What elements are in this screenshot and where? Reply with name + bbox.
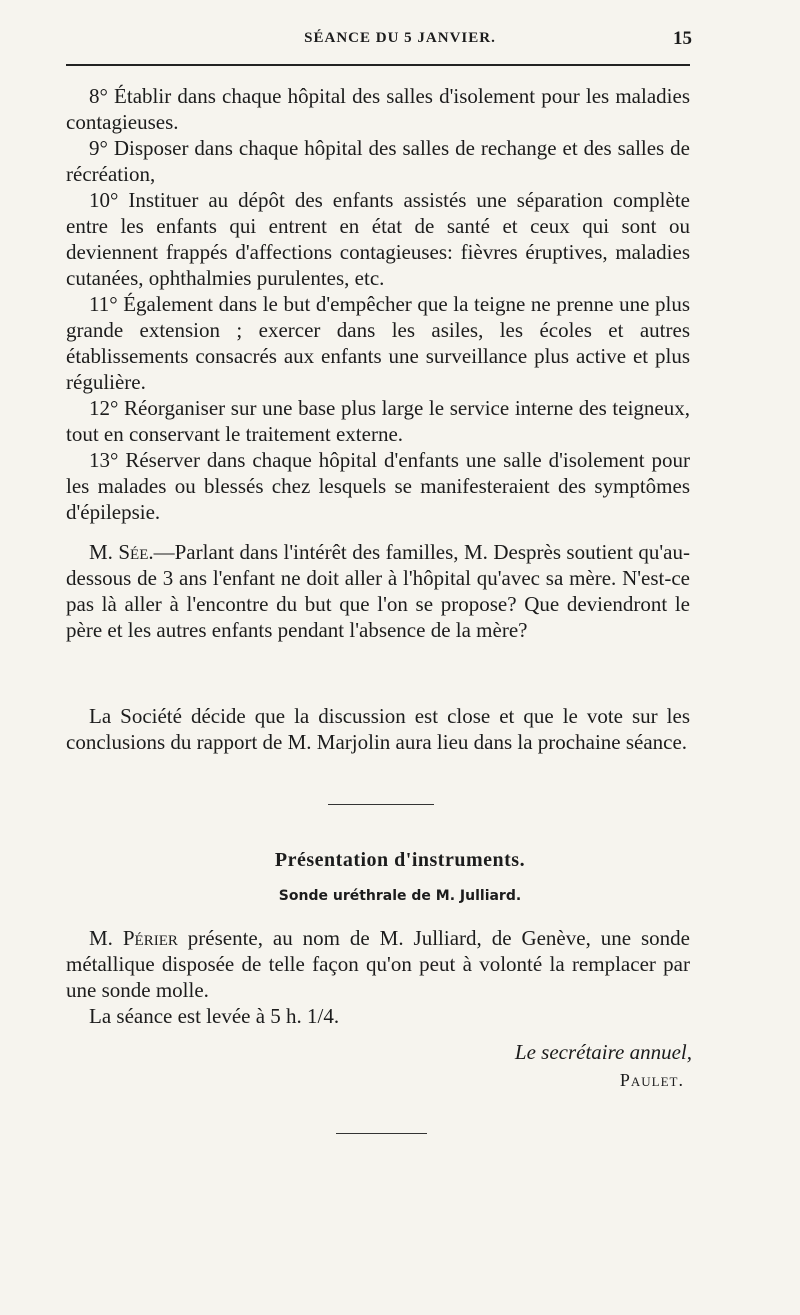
speaker-name: M. Sée. bbox=[89, 540, 154, 564]
running-head bbox=[0, 30, 800, 54]
section-title: Présentation d'instruments. bbox=[274, 849, 526, 871]
subsection-title: Sonde uréthrale de M. Julliard. bbox=[278, 888, 522, 904]
separator-rule bbox=[328, 804, 434, 805]
speaker-name: M. Périer bbox=[89, 926, 178, 950]
presentation-paragraph bbox=[66, 925, 690, 1029]
decision-text: La Société décide que la discussion est close et que le vote sur les conclusions du rapport de M. Marjolin aura lieu dans la prochaine séance. bbox=[66, 704, 690, 754]
list-item: 11° Également dans le but d'empêcher que la teigne ne prenne une plus grande extension ; exercer dans les asiles, les écoles et autres établissements consacrés aux enfants une surveillance plus active et plus régulière. bbox=[66, 292, 690, 394]
list-item: 8° Établir dans chaque hôpital des salles d'isolement pour les maladies contagieuses. bbox=[66, 84, 690, 134]
list-item: 10° Instituer au dépôt des enfants assistés une séparation complète entre les enfants qui entrent en état de santé et ceux qui sont ou deviennent frappés d'affections contagieuses: fièvres éruptives, maladies cutanées, ophthalmies purulentes, etc. bbox=[66, 188, 690, 290]
page-number: 15 bbox=[673, 28, 692, 49]
running-title: SÉANCE DU 5 JANVIER. bbox=[304, 30, 496, 46]
speech-paragraph bbox=[66, 539, 690, 643]
list-item: 9° Disposer dans chaque hôpital des salles de rechange et des salles de récréation, bbox=[66, 136, 690, 186]
decision-paragraph bbox=[66, 703, 690, 755]
recommendations-list bbox=[66, 83, 690, 525]
signature-block bbox=[515, 1038, 692, 1094]
presentation-text: présente, au nom de M. Julliard, de Genève, une sonde métallique disposée de telle façon qu'on peut à volonté la remplacer par une sonde molle. bbox=[66, 926, 690, 1002]
list-item: 12° Réorganiser sur une base plus large le service interne des teigneux, tout en conservant le traitement externe. bbox=[66, 396, 690, 446]
header-rule bbox=[66, 64, 690, 66]
closing-text: La séance est levée à 5 h. 1/4. bbox=[89, 1004, 340, 1028]
end-rule bbox=[336, 1133, 427, 1134]
list-item: 13° Réserver dans chaque hôpital d'enfants une salle d'isolement pour les malades ou blessés chez lesquels se manifesteraient des symptômes d'épilepsie. bbox=[66, 448, 690, 524]
signature-role: Le secrétaire annuel, bbox=[514, 1040, 692, 1064]
speech-text: —Parlant dans l'intérêt des familles, M. Desprès soutient qu'au-dessous de 3 ans l'enfant ne doit aller à l'hôpital qu'avec sa mère. N'est-ce pas là aller à l'encontre du but que l'on se propose? Que deviendront le père et les autres enfants pendant l'absence de la mère? bbox=[66, 540, 690, 642]
signature-name: Paulet. bbox=[619, 1070, 684, 1090]
